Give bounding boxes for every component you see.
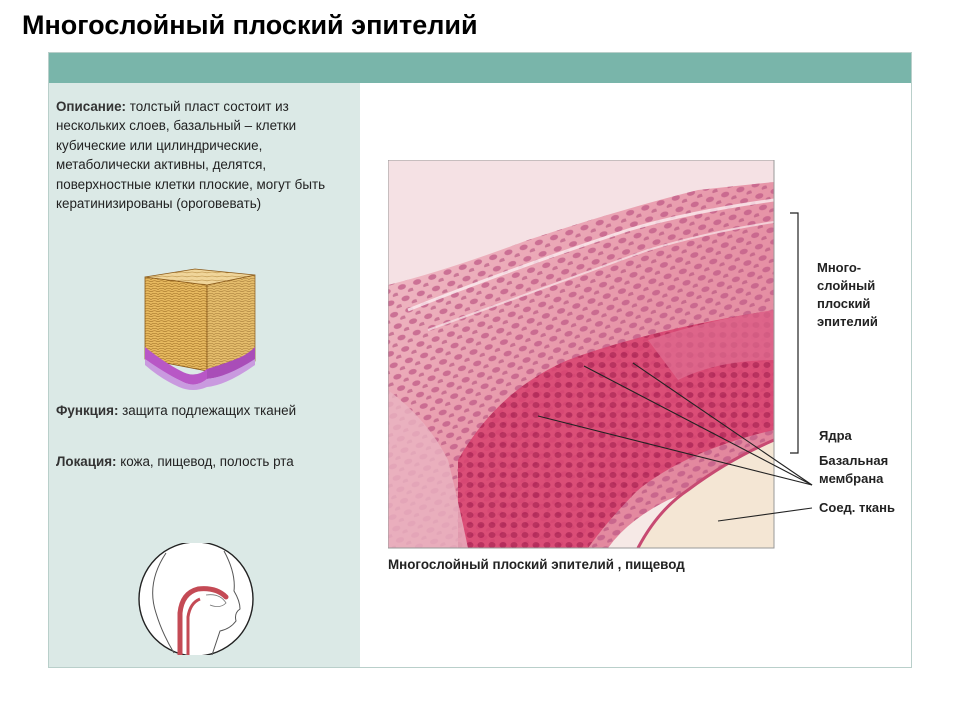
esophagus-micrograph	[388, 160, 928, 552]
label-nuclei: Ядра	[819, 428, 852, 443]
label-connective-tissue: Соед. ткань	[819, 500, 895, 515]
function-text: защита подлежащих тканей	[118, 403, 297, 418]
function-block	[56, 401, 346, 420]
description-text: толстый пласт состоит из нескольких слоев, базальный – клетки кубические или цилиндрические, метаболически активны, делятся, поверхностные клетки плоские, могут быть кератинизированы (ороговевать)	[56, 99, 326, 212]
function-label: Функция:	[56, 403, 119, 418]
location-label: Локация:	[56, 454, 117, 469]
description-block	[56, 97, 351, 213]
card-header-bar	[49, 53, 911, 83]
micrograph-caption: Многослойный плоский эпителий , пищевод	[388, 557, 685, 572]
description-label: Описание:	[56, 99, 127, 114]
head-esophagus-sketch-icon	[136, 543, 256, 655]
label-stratified-epithelium: Много- слойный плоский эпителий	[817, 260, 878, 329]
label-basal-membrane: Базальная мембрана	[819, 453, 889, 486]
location-text: кожа, пищевод, полость рта	[116, 454, 294, 469]
slide-title: Многослойный плоский эпителий	[22, 10, 478, 40]
content-card	[48, 52, 912, 668]
stratified-epithelium-cube-icon	[137, 267, 259, 395]
location-block	[56, 452, 346, 471]
